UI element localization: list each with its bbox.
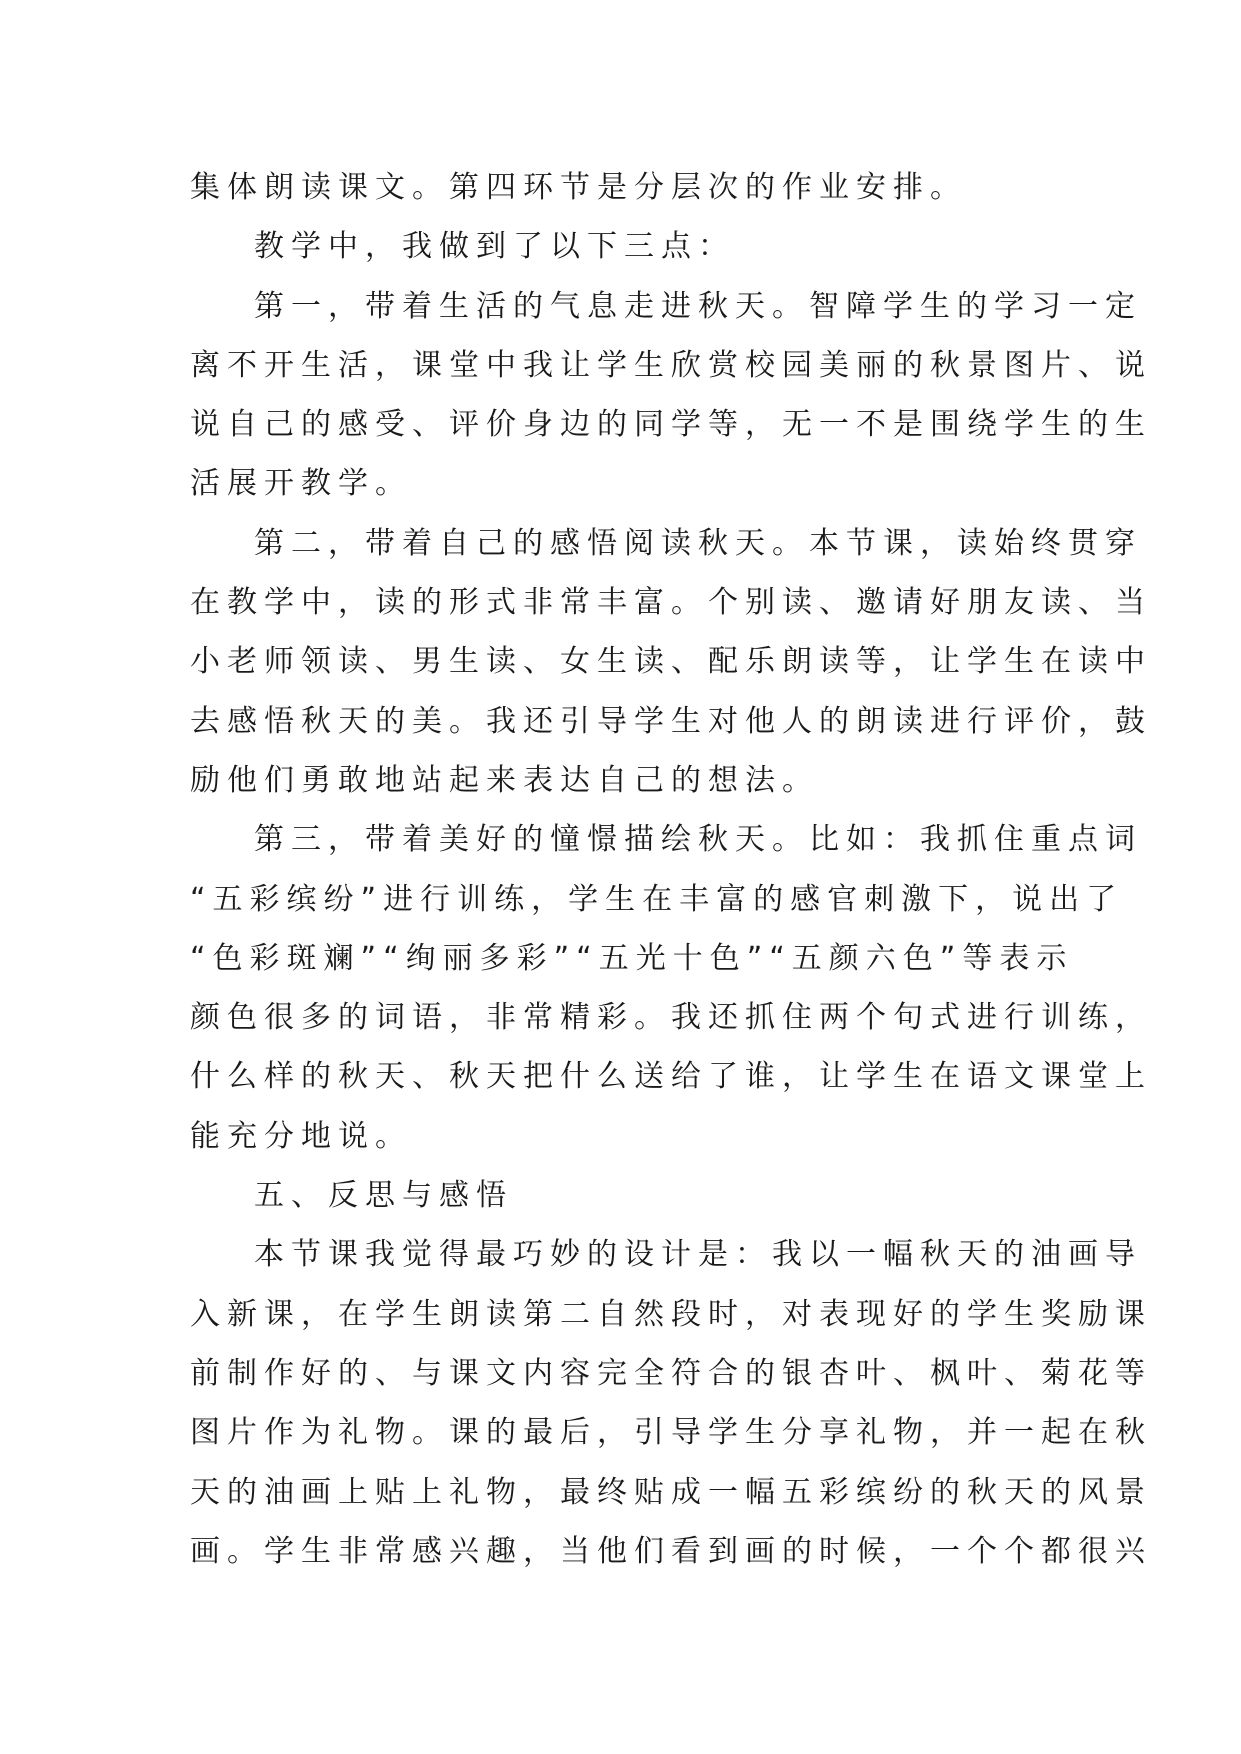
- text-line: “色彩斑斓”“绚丽多彩”“五光十色”“五颜六色”等表示: [190, 940, 1074, 976]
- text-line: 在教学中，读的形式非常丰富。个别读、邀请好朋友读、当: [190, 585, 1152, 621]
- text-line: 颜色很多的词语，非常精彩。我还抓住两个句式进行训练，: [190, 1000, 1152, 1036]
- text-line: 第一，带着生活的气息走进秋天。智障学生的学习一定: [254, 288, 1142, 324]
- text-line: 能充分地说。: [190, 1118, 412, 1154]
- text-line: 本节课我觉得最巧妙的设计是：我以一幅秋天的油画导: [254, 1237, 1142, 1273]
- text-line: 教学中，我做到了以下三点：: [254, 229, 735, 265]
- text-line: 天的油画上贴上礼物，最终贴成一幅五彩缤纷的秋天的风景: [190, 1474, 1152, 1510]
- text-line: 图片作为礼物。课的最后，引导学生分享礼物，并一起在秋: [190, 1415, 1152, 1451]
- text-line: 第二，带着自己的感悟阅读秋天。本节课，读始终贯穿: [254, 525, 1142, 561]
- text-line: 集体朗读课文。第四环节是分层次的作业安排。: [190, 170, 967, 205]
- text-line: 活展开教学。: [190, 466, 412, 502]
- text-line: 前制作好的、与课文内容完全符合的银杏叶、枫叶、菊花等: [190, 1355, 1152, 1391]
- text-line: 励他们勇敢地站起来表达自己的想法。: [190, 762, 819, 798]
- text-line: 说自己的感受、评价身边的同学等，无一不是围绕学生的生: [190, 407, 1152, 443]
- body-text: [190, 158, 1152, 1581]
- text-line: 第三，带着美好的憧憬描绘秋天。比如：我抓住重点词: [254, 822, 1142, 858]
- text-line: 小老师领读、男生读、女生读、配乐朗读等，让学生在读中: [190, 644, 1152, 680]
- text-line: 什么样的秋天、秋天把什么送给了谁，让学生在语文课堂上: [190, 1059, 1152, 1095]
- text-line: 画。学生非常感兴趣，当他们看到画的时候，一个个都很兴: [190, 1533, 1152, 1569]
- text-line: 五、反思与感悟: [254, 1178, 513, 1214]
- text-line: 去感悟秋天的美。我还引导学生对他人的朗读进行评价，鼓: [190, 703, 1152, 739]
- text-line: “五彩缤纷”进行训练，学生在丰富的感官刺激下，说出了: [190, 881, 1124, 917]
- text-line: 入新课，在学生朗读第二自然段时，对表现好的学生奖励课: [190, 1296, 1152, 1332]
- text-line: 离不开生活，课堂中我让学生欣赏校园美丽的秋景图片、说: [190, 347, 1152, 383]
